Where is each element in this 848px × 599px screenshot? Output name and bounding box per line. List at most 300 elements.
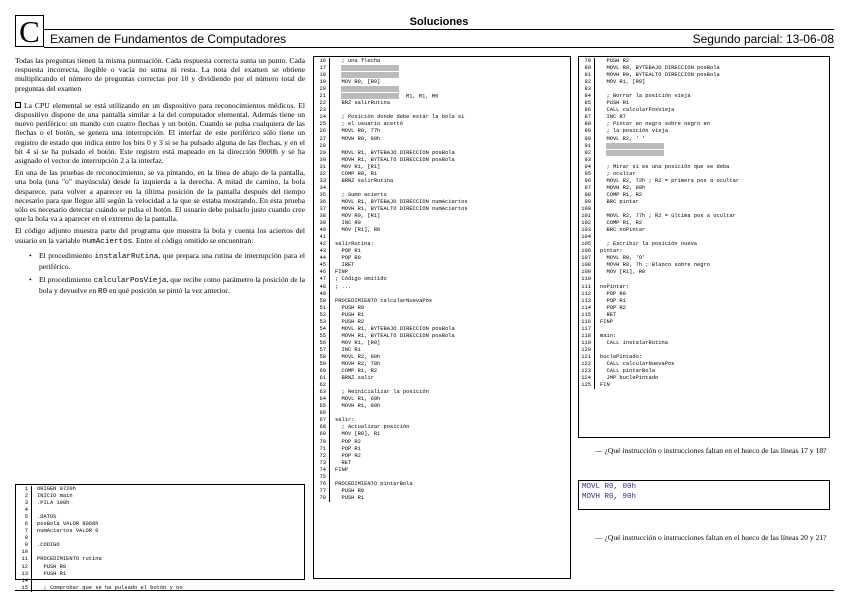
code-line: [316, 65, 568, 72]
line-text: COMP R0, R1: [335, 170, 378, 177]
line-number: 121: [581, 354, 595, 361]
blank-gap: [606, 143, 664, 149]
line-number: 109: [581, 269, 595, 276]
line-text: IRET: [335, 262, 355, 269]
line-text: R1, R1, R0: [335, 93, 438, 100]
code-line: [316, 382, 568, 389]
line-number: 122: [581, 361, 595, 368]
line-text: BRNZ salirRutina: [335, 177, 394, 184]
line-number: 125: [581, 382, 595, 389]
intro-text: Todas las preguntas tienen la misma puntuación. Cada respuesta correcta suma un punto. Cada respuesta incorrecta, ilegible o vacía no suma ni resta. La nota del examen se obtiene multiplicando el número de preguntas correctas por 10 y dividiendo por el número total de preguntas del examen: [15, 56, 305, 93]
line-number: 24: [316, 114, 330, 121]
code-line: [581, 269, 827, 276]
line-text: ; Escribir la posición nueva: [600, 241, 698, 248]
line-text: INC R0: [335, 220, 361, 227]
line-number: 73: [316, 460, 330, 467]
code-line: [581, 220, 827, 227]
list-item: • El procedimiento calcularPosVieja, que recibe como parámetro la posición de la bola y devuelve en R0 en qué posición se pintó la vez anterior.: [29, 275, 305, 297]
code-listing-3: [578, 56, 830, 438]
line-text: ; Reinicializar la posición: [335, 389, 429, 396]
line-text: main:: [600, 332, 617, 339]
code-line: [316, 375, 568, 382]
line-text: .PILA 100h: [37, 500, 70, 507]
code-line: [316, 171, 568, 178]
code-line: [316, 333, 568, 340]
code-line: [316, 100, 568, 107]
line-number: 48: [316, 284, 330, 291]
code-line: [316, 460, 568, 467]
code-line: [316, 107, 568, 114]
code-line: [316, 347, 568, 354]
line-number: 90: [581, 136, 595, 143]
line-text: PROCEDIMIENTO pintarBola: [335, 480, 413, 487]
line-number: 34: [316, 185, 330, 192]
line-text: MOVL R1, 69h: [335, 396, 381, 403]
line-number: 37: [316, 206, 330, 213]
code-line: [316, 150, 568, 157]
line-number: 21: [316, 93, 330, 100]
line-text: PROCEDIMIENTO rutina: [37, 556, 102, 563]
code-line: [581, 234, 827, 241]
code-line: [581, 171, 827, 178]
solutions-heading: Soluciones: [44, 15, 834, 30]
line-text: MOV [R1], R0: [335, 227, 381, 234]
code-listing-1: [15, 484, 305, 591]
line-text: numAciertos VALOR 0: [37, 528, 99, 535]
line-text: BRC noPintar: [600, 227, 646, 234]
code-line: [316, 431, 568, 438]
line-text: PUSH R0: [335, 304, 365, 311]
line-text: COMP R1, R2: [335, 368, 378, 375]
line-number: 87: [581, 114, 595, 121]
code-line: [316, 255, 568, 262]
code-line: [316, 58, 568, 65]
line-text: COMP R1, R2: [600, 191, 643, 198]
code-line: [316, 305, 568, 312]
code-line: [18, 578, 302, 585]
line-text: [335, 86, 399, 93]
line-text: MOVH R2, 78h: [335, 361, 381, 368]
line-text: ; Código omitido: [335, 276, 387, 283]
line-number: 94: [581, 164, 595, 171]
line-number: 64: [316, 396, 330, 403]
line-text: [600, 150, 664, 157]
line-text: salir:: [335, 417, 355, 424]
line-text: INICIO main: [37, 493, 73, 500]
line-number: 45: [316, 262, 330, 269]
line-text: MOVH R1, BYTEALTO DIRECCION numAciertos: [335, 205, 468, 212]
line-text: POP R2: [335, 438, 361, 445]
code-line: [316, 488, 568, 495]
line-text: POP R2: [335, 452, 361, 459]
code-line: [581, 227, 827, 234]
line-number: 119: [581, 340, 595, 347]
code-line: [581, 340, 827, 347]
header-rule: [44, 47, 834, 48]
line-text: POP R1: [335, 445, 361, 452]
line-number: 72: [316, 453, 330, 460]
line-number: 118: [581, 333, 595, 340]
line-text: MOV [R0], R1: [335, 431, 381, 438]
line-number: 60: [316, 368, 330, 375]
code-line: [581, 291, 827, 298]
code-line: [316, 417, 568, 424]
line-number: 53: [316, 319, 330, 326]
line-number: 89: [581, 128, 595, 135]
code-line: [581, 206, 827, 213]
line-text: MOVL R2, ' ': [600, 135, 646, 142]
code-line: [316, 72, 568, 79]
line-text: MOVL R1, BYTEBAJO DIRECCION numAciertos: [335, 198, 468, 205]
code-line: [581, 143, 827, 150]
line-number: 112: [581, 291, 595, 298]
code-line: [581, 58, 827, 65]
line-number: 20: [316, 86, 330, 93]
line-number: 85: [581, 100, 595, 107]
line-number: 35: [316, 192, 330, 199]
line-number: 57: [316, 347, 330, 354]
line-number: 107: [581, 255, 595, 262]
code-line: [316, 136, 568, 143]
code-line: [316, 467, 568, 474]
code-line: [316, 178, 568, 185]
line-number: 52: [316, 312, 330, 319]
footer-rule: [15, 590, 834, 591]
line-text: MOV R0, [R0]: [335, 79, 381, 86]
blank-gap: [341, 65, 399, 71]
line-text: PUSH R1: [335, 311, 365, 318]
line-number: 110: [581, 276, 595, 283]
line-text: ORIGEN 0720h: [37, 486, 76, 492]
line-number: 69: [316, 431, 330, 438]
code-line: [581, 164, 827, 171]
line-text: POP R1: [600, 297, 626, 304]
line-text: MOVH R2, 80h: [600, 184, 646, 191]
line-number: 36: [316, 199, 330, 206]
code-line: [316, 185, 568, 192]
line-number: 86: [581, 107, 595, 114]
line-number: 6: [18, 521, 32, 528]
line-text: COMP R1, R2: [600, 220, 643, 227]
code-line: [581, 298, 827, 305]
line-text: ; Pintar en negro sobre negro en: [600, 121, 710, 128]
line-text: POP R0: [600, 290, 626, 297]
code-line: [18, 486, 302, 493]
code-line: [316, 410, 568, 417]
code-line: [316, 495, 568, 502]
code-line: [316, 164, 568, 171]
line-text: MOV R1, [R1]: [335, 163, 381, 170]
code-line: [316, 220, 568, 227]
code-line: [18, 535, 302, 542]
code-line: [581, 375, 827, 382]
line-text: CALL calcularNuevaPos: [600, 361, 675, 368]
line-number: 65: [316, 403, 330, 410]
line-number: 30: [316, 157, 330, 164]
code-line: [316, 446, 568, 453]
line-number: 97: [581, 185, 595, 192]
line-number: 70: [316, 439, 330, 446]
code-line: [316, 227, 568, 234]
code-line: [18, 528, 302, 535]
line-number: 117: [581, 326, 595, 333]
code-line: [581, 262, 827, 269]
line-text: ; Posición donde debe estar la bola si: [335, 114, 465, 121]
line-number: 78: [316, 495, 330, 502]
line-number: 1: [18, 486, 32, 493]
question-paragraph-2: En una de las pruebas de reconocimiento, se va pintando, en la línea de abajo de la pantalla, una bola (una "o" mayúscula) desde la izquierda a la derecha. A mitad de camino, la bola desparece, para volver a aparecer en la última posición de la pantalla después del tiempo necesario para que llegue allí según la velocidad a la que se estaba mostrando. En esta prueba sólo es necesario detectar cuándo se pulsa el botón. El usuario debe pulsarlo justo cuando cree que la bola va a aparecer en el extremo de la pantalla.: [15, 168, 305, 224]
line-number: 114: [581, 305, 595, 312]
question-paragraph-3: El código adjunto muestra parte del programa que muestra la bola y cuenta los aciertos del usuario en la variable numAciertos. Entre el código omitido se encuentran:: [15, 226, 305, 246]
line-number: 102: [581, 220, 595, 227]
code-line: [316, 291, 568, 298]
line-number: 23: [316, 107, 330, 114]
code-line: [316, 213, 568, 220]
line-text: CALL pintarBola: [600, 368, 655, 375]
line-text: .DATOS: [37, 514, 57, 521]
code-line: [316, 389, 568, 396]
line-text: MOVH R0, 7h ; Blanco sobre negro: [600, 262, 710, 269]
code-line: [316, 481, 568, 488]
line-number: 62: [316, 382, 330, 389]
line-text: PUSH R0: [37, 563, 67, 570]
line-number: 83: [581, 86, 595, 93]
line-number: 61: [316, 375, 330, 382]
line-number: 11: [18, 556, 32, 563]
line-text: MOVL R0, 'O': [600, 255, 646, 262]
code-line: [18, 493, 302, 500]
line-number: 26: [316, 128, 330, 135]
line-number: 74: [316, 467, 330, 474]
line-text: MOVL R1, BYTEBAJO DIRECCION posBola: [335, 325, 455, 332]
line-number: 77: [316, 488, 330, 495]
line-text: PROCEDIMIENTO calcularNuevaPos: [335, 297, 433, 304]
line-text: MOVH R1, BYTEALTO DIRECCION posBola: [335, 332, 455, 339]
code-line: [581, 79, 827, 86]
line-text: BRNZ salir: [335, 375, 374, 382]
line-number: 18: [316, 72, 330, 79]
page-title: Examen de Fundamentos de Computadores: [50, 32, 287, 46]
line-number: 25: [316, 121, 330, 128]
line-text: MOV R0, [R1]: [335, 213, 381, 220]
code-line: [18, 514, 302, 521]
code-line: [316, 276, 568, 283]
code-line: [18, 564, 302, 571]
line-text: MOVL R0, 77h: [335, 128, 381, 135]
code-line: [581, 128, 827, 135]
line-number: 49: [316, 291, 330, 298]
code-line: [316, 143, 568, 150]
line-text: MOVL R2, 72h ; R2 = primera pos a ocultar: [600, 177, 740, 184]
question-1: — ¿Qué instrucción o instrucciones faltan en el hueco de las líneas 17 y 18?: [595, 446, 827, 455]
line-number: 96: [581, 178, 595, 185]
line-text: salirRutina:: [335, 241, 374, 248]
code-line: [581, 199, 827, 206]
line-number: 100: [581, 206, 595, 213]
line-text: posBola VALOR 8068h: [37, 521, 99, 528]
line-text: PUSH R1: [600, 100, 630, 107]
line-number: 80: [581, 65, 595, 72]
line-text: ; Comprobar que se ha pulsado el botón y no: [37, 584, 183, 591]
question-paragraph-1: La CPU elemental se está utilizando en un dispositivo para reconocimientos médicos. El dispositivo dispone de una pantalla similar a la del computador elemental. Además tiene un nuevo periférico: un mando con cuatro flechas y un botón. Cuando se pulsa cualquiera de las flechas o el botón, se genera una interrupción. El interfaz de este periférico sólo tiene un registro de estado que indica entre los bits 0 y 3 si se ha pulsado alguna de las flechas, y en el bit 4 si se ha pulsado el botón. Este registro está mapeado en la dirección 9000h y se ha asignado el vector de interrupción 2 a la interfaz.: [15, 100, 305, 166]
code-line: [316, 206, 568, 213]
line-number: 28: [316, 143, 330, 150]
code-line: [316, 312, 568, 319]
line-text: RET: [335, 459, 352, 466]
line-number: 111: [581, 284, 595, 291]
code-line: [18, 521, 302, 528]
line-text: ; ocultar: [600, 170, 636, 177]
line-number: 113: [581, 298, 595, 305]
code-listing-2: [313, 56, 571, 579]
line-text: FINP: [335, 269, 348, 276]
line-number: 115: [581, 312, 595, 319]
line-text: ; Actualizar posición: [335, 424, 410, 431]
exam-date: Segundo parcial: 13-06-08: [692, 32, 834, 46]
code-line: [316, 79, 568, 86]
question-2: — ¿Qué instrucción o instrucciones faltan en el hueco de las líneas 20 y 21?: [595, 533, 827, 542]
code-line: [18, 500, 302, 507]
code-line: [316, 86, 568, 93]
line-number: 7: [18, 528, 32, 535]
code-line: [581, 114, 827, 121]
line-text: noPintar:: [600, 283, 630, 290]
line-number: 32: [316, 171, 330, 178]
line-text: ; el usuario acertó: [335, 121, 403, 128]
code-line: [316, 93, 568, 100]
line-number: 3: [18, 500, 32, 507]
code-line: [18, 549, 302, 556]
line-number: 47: [316, 276, 330, 283]
line-text: INC R7: [600, 114, 626, 121]
code-line: [581, 382, 827, 389]
code-line: [316, 340, 568, 347]
code-line: [581, 241, 827, 248]
line-text: MOV [R1], R0: [600, 269, 646, 276]
list-item: • El procedimiento instalarRutina, que prepara una rutina de interrupción para el periférico.: [29, 251, 305, 271]
code-line: [581, 333, 827, 340]
code-line: [316, 326, 568, 333]
line-number: 93: [581, 157, 595, 164]
line-text: [600, 143, 664, 150]
line-text: POP R0: [335, 255, 361, 262]
line-number: 31: [316, 164, 330, 171]
checkbox-icon: [15, 102, 21, 108]
line-text: BRC pintar: [600, 198, 639, 205]
line-text: ; ...: [335, 283, 352, 290]
blank-gap: [606, 150, 664, 156]
code-line: [316, 453, 568, 460]
code-line: [581, 178, 827, 185]
code-line: [316, 319, 568, 326]
line-text: CALL calcularPosVieja: [600, 107, 675, 114]
line-number: 82: [581, 79, 595, 86]
line-text: CALL instalarRutina: [600, 339, 668, 346]
left-column: [15, 56, 305, 302]
line-number: 16: [316, 58, 330, 65]
code-line: [18, 571, 302, 578]
line-number: 38: [316, 213, 330, 220]
line-number: 12: [18, 564, 32, 571]
code-line: [581, 150, 827, 157]
line-text: MOVL R2, 77h ; R2 = última pos a ocultar: [600, 213, 736, 220]
line-text: POP R1: [335, 248, 361, 255]
line-number: 41: [316, 234, 330, 241]
line-number: 13: [18, 571, 32, 578]
line-number: 103: [581, 227, 595, 234]
line-number: 19: [316, 79, 330, 86]
line-text: MOVH R1, 80h: [335, 403, 381, 410]
line-number: 120: [581, 347, 595, 354]
line-number: 15: [18, 585, 32, 592]
line-number: 104: [581, 234, 595, 241]
line-number: 33: [316, 178, 330, 185]
line-number: 79: [581, 58, 595, 65]
line-text: ; Borrar la posición vieja: [600, 93, 691, 100]
code-line: [581, 354, 827, 361]
line-text: MOVH R0, 80h: [335, 135, 381, 142]
bullet-list: [29, 251, 305, 298]
code-line: [316, 368, 568, 375]
line-text: FINP: [335, 466, 348, 473]
line-text: ; Sumo acierto: [335, 191, 387, 198]
line-number: 105: [581, 241, 595, 248]
code-line: [316, 121, 568, 128]
line-text: MOVL R2, 80h: [335, 353, 381, 360]
line-number: 108: [581, 262, 595, 269]
line-number: 63: [316, 389, 330, 396]
code-line: [316, 284, 568, 291]
line-text: ; la posición vieja: [600, 128, 668, 135]
line-number: 4: [18, 507, 32, 514]
line-text: [335, 65, 399, 72]
line-text: ; Mirar si es una posición que se deba: [600, 163, 730, 170]
line-text: PUSH R2: [335, 318, 365, 325]
line-number: 54: [316, 326, 330, 333]
line-number: 8: [18, 535, 32, 542]
line-number: 67: [316, 417, 330, 424]
code-line: [316, 354, 568, 361]
code-line: [581, 192, 827, 199]
code-line: [581, 72, 827, 79]
code-line: [316, 439, 568, 446]
line-number: 91: [581, 143, 595, 150]
line-text: PUSH R1: [37, 570, 67, 577]
line-number: 88: [581, 121, 595, 128]
line-text: MOV R1, [R0]: [600, 79, 646, 86]
line-text: PUSH R2: [600, 58, 630, 64]
line-number: 59: [316, 361, 330, 368]
line-text: BRZ salirRutina: [335, 100, 390, 107]
line-text: .CODIGO: [37, 542, 60, 549]
line-number: 50: [316, 298, 330, 305]
blank-gap: [341, 72, 399, 78]
code-line: [581, 255, 827, 262]
line-number: 92: [581, 150, 595, 157]
line-number: 123: [581, 368, 595, 375]
line-number: 14: [18, 578, 32, 585]
line-text: buclePintado:: [600, 353, 643, 360]
line-text: FIN: [600, 382, 610, 389]
logo-letter: C: [15, 15, 44, 47]
line-text: ; una flecha: [335, 58, 381, 64]
blank-gap: [341, 86, 399, 92]
line-number: 116: [581, 319, 595, 326]
code-line: [581, 284, 827, 291]
line-number: 68: [316, 424, 330, 431]
code-line: [316, 248, 568, 255]
code-line: [316, 424, 568, 431]
